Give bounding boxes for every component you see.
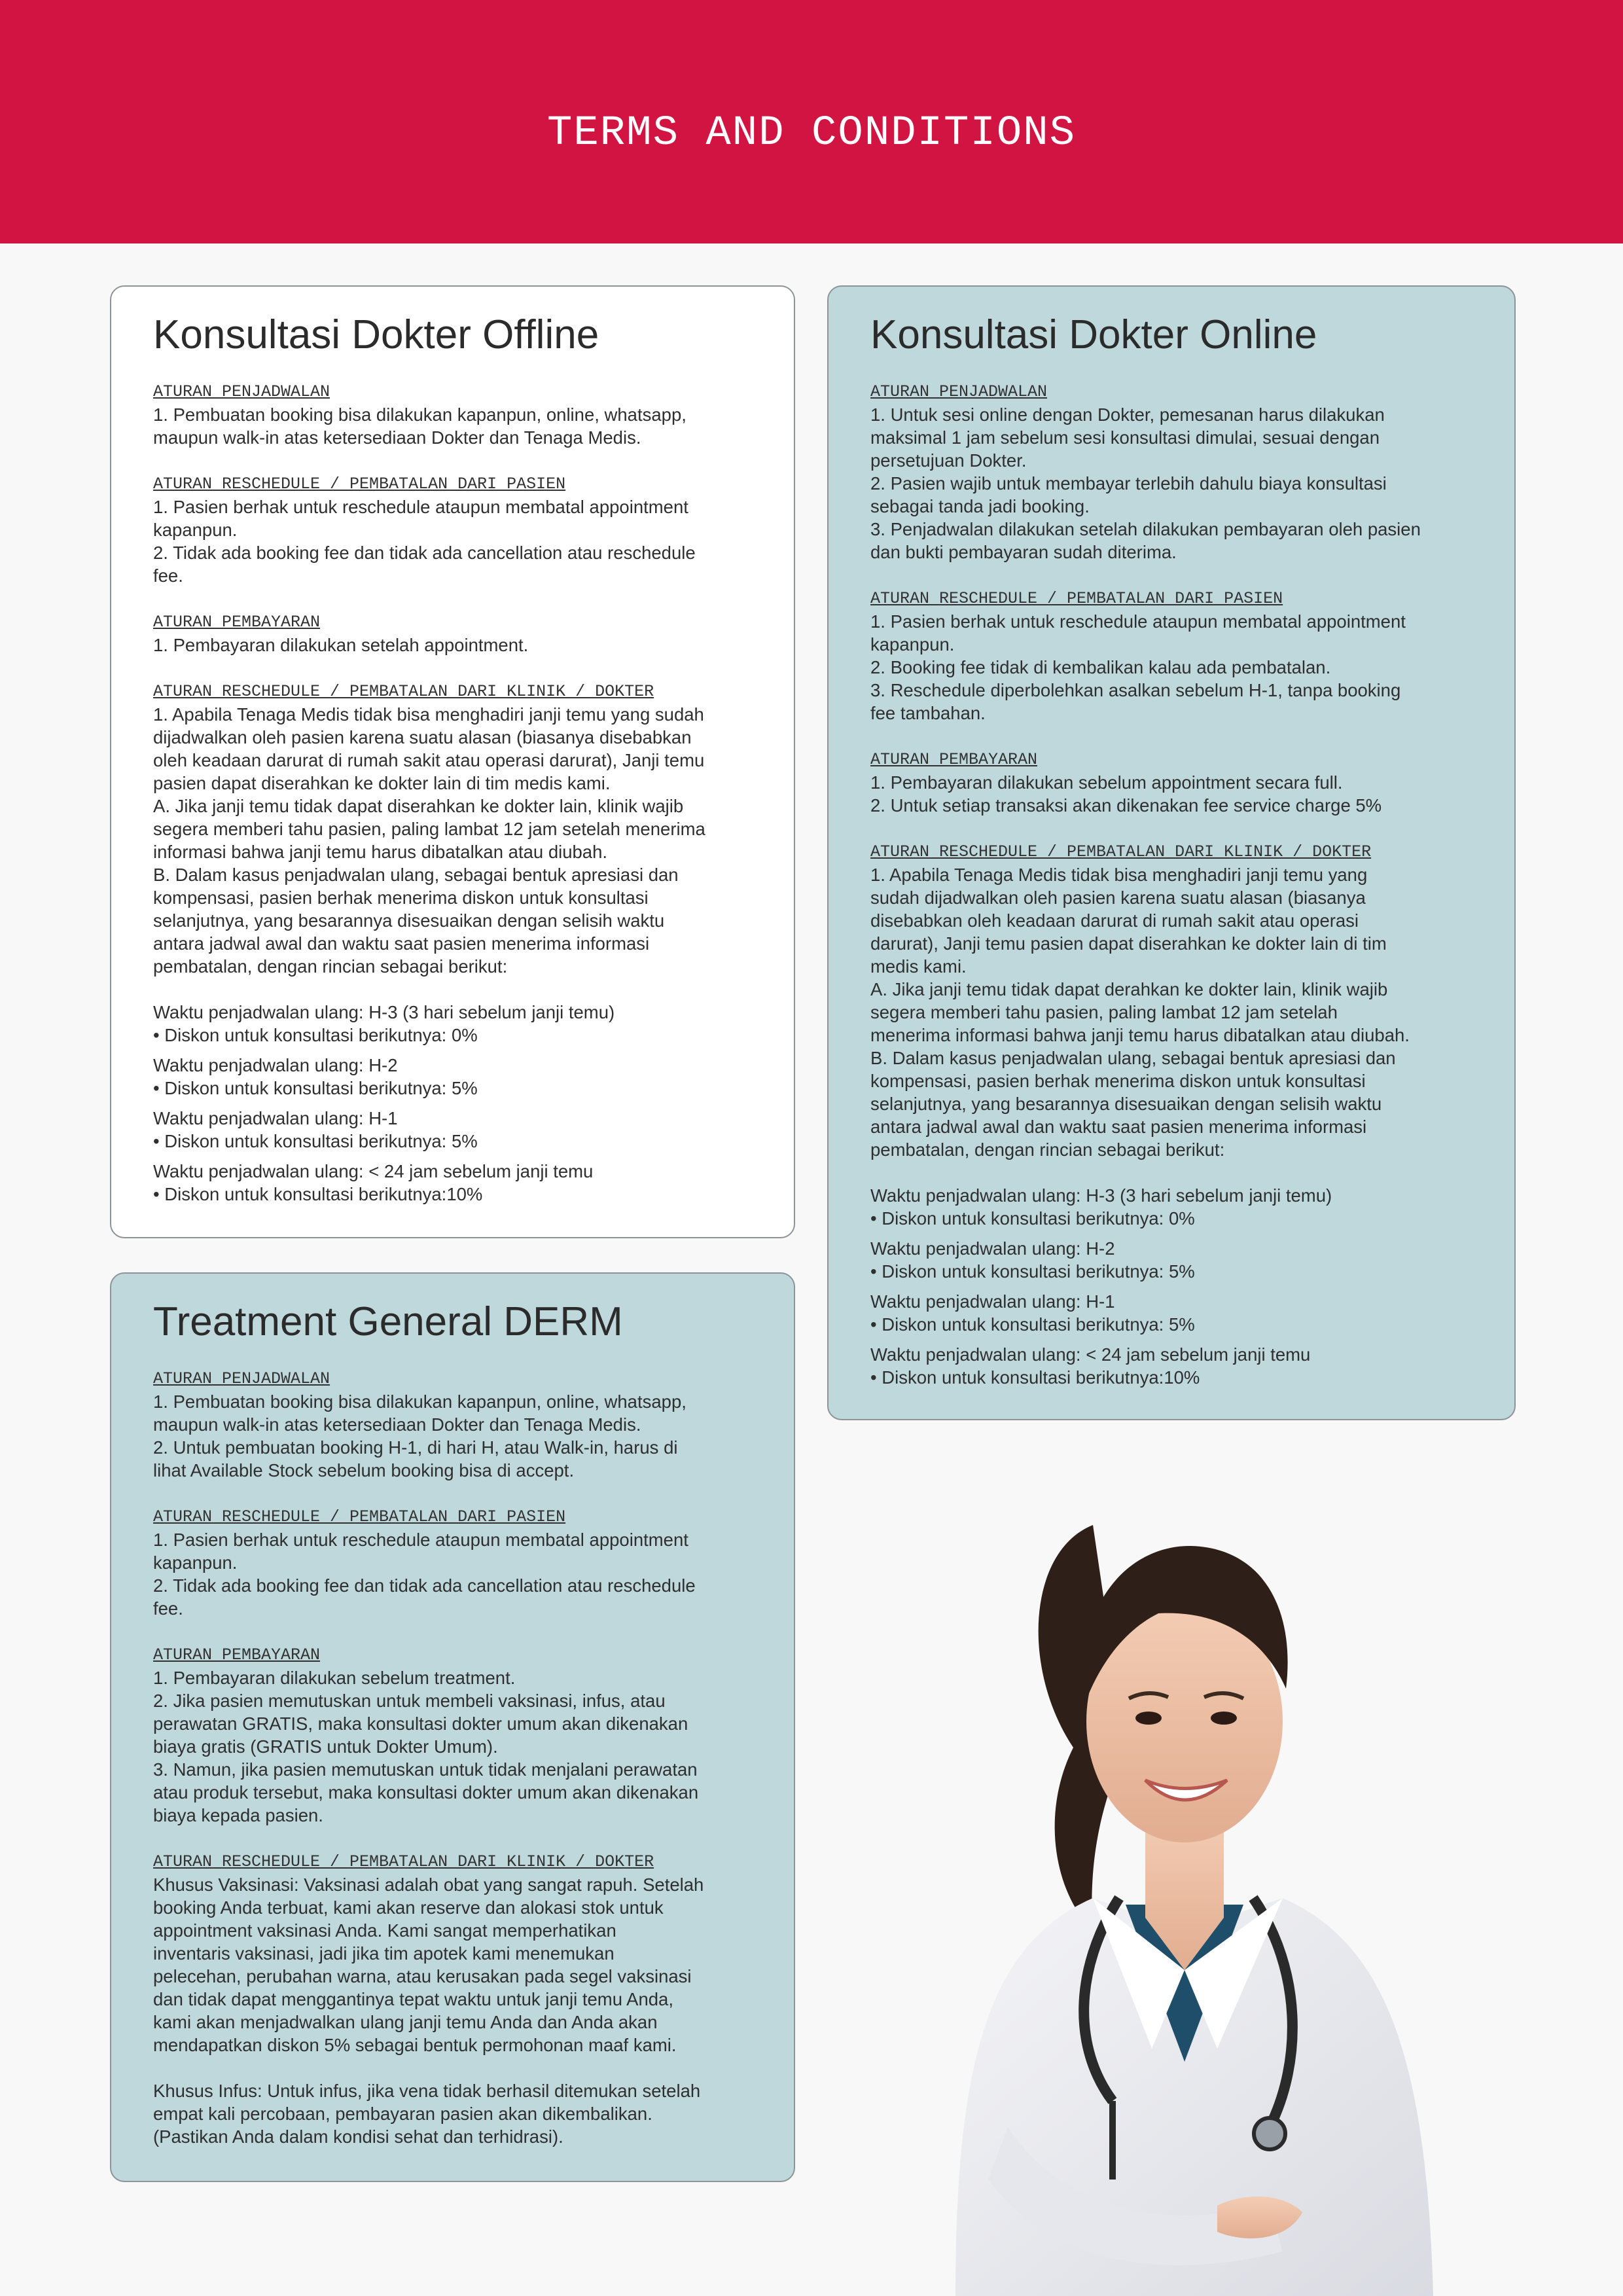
section-line: sebagai tanda jadi booking. bbox=[870, 496, 1090, 517]
card-sections bbox=[870, 380, 1472, 1161]
header-banner bbox=[0, 0, 1623, 243]
section-line: empat kali percobaan, pembayaran pasien akan dikembalikan. bbox=[153, 2104, 652, 2125]
section-line: 1. Pembuatan booking bisa dilakukan kapanpun, online, whatsapp, bbox=[153, 1391, 687, 1412]
section-line: biaya gratis (GRATIS untuk Dokter Umum). bbox=[153, 1736, 498, 1757]
rules-section bbox=[870, 380, 1472, 564]
card-title: Konsultasi Dokter Online bbox=[870, 312, 1317, 357]
section-heading: ATURAN PENJADWALAN bbox=[870, 382, 1048, 402]
section-line: maksimal 1 jam sebelum sesi konsultasi dimulai, sesuai dengan bbox=[870, 427, 1380, 448]
rules-section bbox=[870, 840, 1472, 1161]
section-line: disebabkan oleh keadaan darurat di rumah sakit atau operasi bbox=[870, 910, 1359, 931]
section-line: 1. Pembayaran dilakukan sebelum treatment. bbox=[153, 1668, 516, 1689]
section-line: mendapatkan diskon 5% sebagai bentuk permohonan maaf kami. bbox=[153, 2035, 677, 2056]
section-line: B. Dalam kasus penjadwalan ulang, sebagai bentuk apresiasi dan bbox=[153, 865, 679, 886]
section-line: 3. Penjadwalan dilakukan setelah dilakukan pembayaran oleh pasien bbox=[870, 519, 1421, 540]
section-heading: ATURAN PEMBAYARAN bbox=[870, 750, 1038, 770]
section-line: selanjutnya, yang besarannya disesuaikan dengan selisih waktu bbox=[153, 910, 665, 931]
section-line: sudah dijadwalkan oleh pasien karena suatu alasan (biasanya bbox=[870, 888, 1366, 908]
section-line: 1. Pasien berhak untuk reschedule ataupun membatal appointment bbox=[153, 1530, 688, 1551]
section-line: 1. Pembayaran dilakukan setelah appointment. bbox=[153, 635, 529, 656]
section-line: maupun walk-in atas ketersediaan Dokter dan Tenaga Medis. bbox=[153, 1414, 641, 1435]
section-line: informasi bahwa janji temu harus dibatalkan atau diubah. bbox=[153, 842, 608, 863]
rules-section bbox=[153, 1505, 752, 1620]
rules-section bbox=[870, 587, 1472, 725]
section-line: 1. Pembayaran dilakukan sebelum appointment secara full. bbox=[870, 772, 1343, 793]
rules-section bbox=[153, 1367, 752, 1482]
discount-when: Waktu penjadwalan ulang: H-2 bbox=[153, 1055, 398, 1076]
rules-section bbox=[153, 1850, 752, 2148]
section-line: fee tambahan. bbox=[870, 703, 986, 724]
section-line: 1. Apabila Tenaga Medis tidak bisa menghadiri janji temu yang sudah bbox=[153, 704, 704, 725]
rules-section bbox=[153, 473, 752, 587]
section-line: menerima informasi bahwa janji temu harus dibatalkan atau diubah. bbox=[870, 1025, 1410, 1046]
section-line: antara jadwal awal dan waktu saat pasien menerima informasi bbox=[870, 1117, 1367, 1138]
discount-value: • Diskon untuk konsultasi berikutnya: 5% bbox=[870, 1314, 1195, 1335]
section-line: (Pastikan Anda dalam kondisi sehat dan terhidrasi). bbox=[153, 2126, 563, 2147]
section-line: booking Anda terbuat, kami akan reserve dan alokasi stok untuk bbox=[153, 1897, 664, 1918]
discount-list bbox=[153, 1001, 752, 1206]
discount-when: Waktu penjadwalan ulang: H-1 bbox=[153, 1108, 398, 1129]
section-line: dijadwalkan oleh pasien karena suatu alasan (biasanya disebabkan bbox=[153, 727, 692, 748]
section-line: A. Jika janji temu tidak dapat derahkan ke dokter lain, klinik wajib bbox=[870, 979, 1388, 1000]
section-heading: ATURAN RESCHEDULE / PEMBATALAN DARI PASIEN bbox=[153, 1507, 566, 1527]
discount-item bbox=[870, 1343, 1472, 1389]
section-line: 1. Pasien berhak untuk reschedule ataupun membatal appointment bbox=[870, 611, 1406, 632]
section-heading: ATURAN PENJADWALAN bbox=[153, 1369, 330, 1389]
discount-when: Waktu penjadwalan ulang: H-3 (3 hari sebelum janji temu) bbox=[153, 1002, 615, 1023]
section-line: A. Jika janji temu tidak dapat diserahkan ke dokter lain, klinik wajib bbox=[153, 796, 684, 817]
discount-item bbox=[153, 1160, 752, 1206]
section-line: segera memberi tahu pasien, paling lambat 12 jam setelah bbox=[870, 1002, 1338, 1023]
section-line: dan tidak dapat menggantinya tepat waktu untuk janji temu Anda, bbox=[153, 1989, 673, 2010]
rules-section bbox=[870, 748, 1472, 817]
discount-value: • Diskon untuk konsultasi berikutnya:10% bbox=[153, 1184, 483, 1205]
section-line: kapanpun. bbox=[153, 520, 238, 541]
discount-when: Waktu penjadwalan ulang: H-2 bbox=[870, 1238, 1115, 1259]
card-sections bbox=[153, 1367, 752, 2148]
section-heading: ATURAN RESCHEDULE / PEMBATALAN DARI KLINIK / DOKTER bbox=[153, 1852, 654, 1872]
rules-section bbox=[153, 1643, 752, 1827]
section-line: maupun walk-in atas ketersediaan Dokter dan Tenaga Medis. bbox=[153, 427, 641, 448]
section-line: darurat), Janji temu pasien dapat diserahkan ke dokter lain di tim bbox=[870, 933, 1387, 954]
discount-item bbox=[153, 1054, 752, 1100]
section-line: antara jadwal awal dan waktu saat pasien menerima informasi bbox=[153, 933, 650, 954]
section-line: kompensasi, pasien berhak menerima diskon untuk konsultasi bbox=[870, 1071, 1366, 1092]
section-line: fee. bbox=[153, 1598, 183, 1619]
section-line: 2. Booking fee tidak di kembalikan kalau ada pembatalan. bbox=[870, 657, 1331, 678]
section-line: 2. Pasien wajib untuk membayar terlebih dahulu biaya konsultasi bbox=[870, 473, 1387, 494]
section-line: persetujuan Dokter. bbox=[870, 450, 1027, 471]
discount-item bbox=[153, 1107, 752, 1153]
discount-value: • Diskon untuk konsultasi berikutnya:10% bbox=[870, 1367, 1200, 1388]
section-line: 3. Namun, jika pasien memutuskan untuk tidak menjalani perawatan bbox=[153, 1759, 698, 1780]
section-line: dan bukti pembayaran sudah diterima. bbox=[870, 542, 1177, 563]
rules-section bbox=[153, 380, 752, 449]
section-line: inventaris vaksinasi, jadi jika tim apotek kami menemukan bbox=[153, 1943, 615, 1964]
section-line: segera memberi tahu pasien, paling lambat 12 jam setelah menerima bbox=[153, 819, 705, 840]
discount-item bbox=[153, 1001, 752, 1047]
card-title: Treatment General DERM bbox=[153, 1299, 623, 1344]
section-line: 1. Untuk sesi online dengan Dokter, pemesanan harus dilakukan bbox=[870, 404, 1385, 425]
section-line: selanjutnya, yang besarannya disesuaikan dengan selisih waktu bbox=[870, 1094, 1382, 1115]
section-line: pembatalan, dengan rincian sebagai berikut: bbox=[870, 1139, 1225, 1160]
section-line: 2. Untuk setiap transaksi akan dikenakan fee service charge 5% bbox=[870, 795, 1382, 816]
section-line: 1. Pasien berhak untuk reschedule ataupun membatal appointment bbox=[153, 497, 688, 518]
section-heading: ATURAN PEMBAYARAN bbox=[153, 1645, 321, 1665]
section-line: 3. Reschedule diperbolehkan asalkan sebelum H-1, tanpa booking bbox=[870, 680, 1401, 701]
discount-when: Waktu penjadwalan ulang: < 24 jam sebelum janji temu bbox=[153, 1161, 594, 1182]
card-title: Konsultasi Dokter Offline bbox=[153, 312, 599, 357]
rules-section bbox=[153, 611, 752, 656]
section-line: oleh keadaan darurat di rumah sakit atau operasi darurat), Janji temu bbox=[153, 750, 705, 771]
section-heading: ATURAN PEMBAYARAN bbox=[153, 613, 321, 632]
section-line: biaya kepada pasien. bbox=[153, 1805, 323, 1826]
card-offline-consultation bbox=[110, 285, 795, 1238]
discount-value: • Diskon untuk konsultasi berikutnya: 5% bbox=[153, 1078, 478, 1099]
section-line: fee. bbox=[153, 565, 183, 586]
discount-list bbox=[870, 1184, 1472, 1389]
page-title: TERMS AND CONDITIONS bbox=[546, 110, 1077, 157]
section-line: appointment vaksinasi Anda. Kami sangat memperhatikan bbox=[153, 1920, 616, 1941]
discount-when: Waktu penjadwalan ulang: < 24 jam sebelum janji temu bbox=[870, 1344, 1311, 1365]
section-heading: ATURAN RESCHEDULE / PEMBATALAN DARI KLINIK / DOKTER bbox=[870, 842, 1372, 862]
discount-item bbox=[870, 1184, 1472, 1230]
discount-value: • Diskon untuk konsultasi berikutnya: 0% bbox=[870, 1208, 1195, 1229]
section-line: B. Dalam kasus penjadwalan ulang, sebagai bentuk apresiasi dan bbox=[870, 1048, 1396, 1069]
card-treatment-derm bbox=[110, 1272, 795, 2182]
section-line: 2. Jika pasien memutuskan untuk membeli vaksinasi, infus, atau bbox=[153, 1691, 666, 1712]
discount-value: • Diskon untuk konsultasi berikutnya: 5% bbox=[870, 1261, 1195, 1282]
section-line: pembatalan, dengan rincian sebagai berikut: bbox=[153, 956, 508, 977]
section-line: medis kami. bbox=[870, 956, 967, 977]
section-line: 1. Apabila Tenaga Medis tidak bisa menghadiri janji temu yang bbox=[870, 865, 1368, 886]
section-line: Khusus Infus: Untuk infus, jika vena tidak berhasil ditemukan setelah bbox=[153, 2081, 701, 2102]
section-line: 1. Pembuatan booking bisa dilakukan kapanpun, online, whatsapp, bbox=[153, 404, 687, 425]
section-line: kami akan menjadwalkan ulang janji temu Anda dan Anda akan bbox=[153, 2012, 658, 2033]
section-line: pasien dapat diserahkan ke dokter lain di tim medis kami. bbox=[153, 773, 611, 794]
section-line: kapanpun. bbox=[870, 634, 955, 655]
discount-when: Waktu penjadwalan ulang: H-3 (3 hari sebelum janji temu) bbox=[870, 1185, 1332, 1206]
section-heading: ATURAN RESCHEDULE / PEMBATALAN DARI PASIEN bbox=[153, 475, 566, 494]
section-line: lihat Available Stock sebelum booking bisa di accept. bbox=[153, 1460, 575, 1481]
discount-when: Waktu penjadwalan ulang: H-1 bbox=[870, 1291, 1115, 1312]
section-line: kompensasi, pasien berhak menerima diskon untuk konsultasi bbox=[153, 888, 649, 908]
section-line: 2. Tidak ada booking fee dan tidak ada cancellation atau reschedule bbox=[153, 543, 696, 564]
section-line: atau produk tersebut, maka konsultasi dokter umum akan dikenakan bbox=[153, 1782, 699, 1803]
discount-value: • Diskon untuk konsultasi berikutnya: 0% bbox=[153, 1025, 478, 1046]
section-line: Khusus Vaksinasi: Vaksinasi adalah obat yang sangat rapuh. Setelah bbox=[153, 1874, 704, 1895]
card-sections bbox=[153, 380, 752, 978]
discount-item bbox=[870, 1290, 1472, 1336]
doctor-photo bbox=[877, 1473, 1492, 2296]
rules-section bbox=[153, 680, 752, 978]
card-online-consultation bbox=[827, 285, 1516, 1420]
section-heading: ATURAN RESCHEDULE / PEMBATALAN DARI KLINIK / DOKTER bbox=[153, 682, 654, 702]
section-heading: ATURAN RESCHEDULE / PEMBATALAN DARI PASIEN bbox=[870, 589, 1283, 609]
discount-item bbox=[870, 1237, 1472, 1283]
section-line: kapanpun. bbox=[153, 1552, 238, 1573]
section-line: pelecehan, perubahan warna, atau kerusakan pada segel vaksinasi bbox=[153, 1966, 692, 1987]
section-line: 2. Untuk pembuatan booking H-1, di hari H, atau Walk-in, harus di bbox=[153, 1437, 678, 1458]
section-line: 2. Tidak ada booking fee dan tidak ada cancellation atau reschedule bbox=[153, 1575, 696, 1596]
section-line: perawatan GRATIS, maka konsultasi dokter umum akan dikenakan bbox=[153, 1713, 688, 1734]
discount-value: • Diskon untuk konsultasi berikutnya: 5% bbox=[153, 1131, 478, 1152]
section-heading: ATURAN PENJADWALAN bbox=[153, 382, 330, 402]
